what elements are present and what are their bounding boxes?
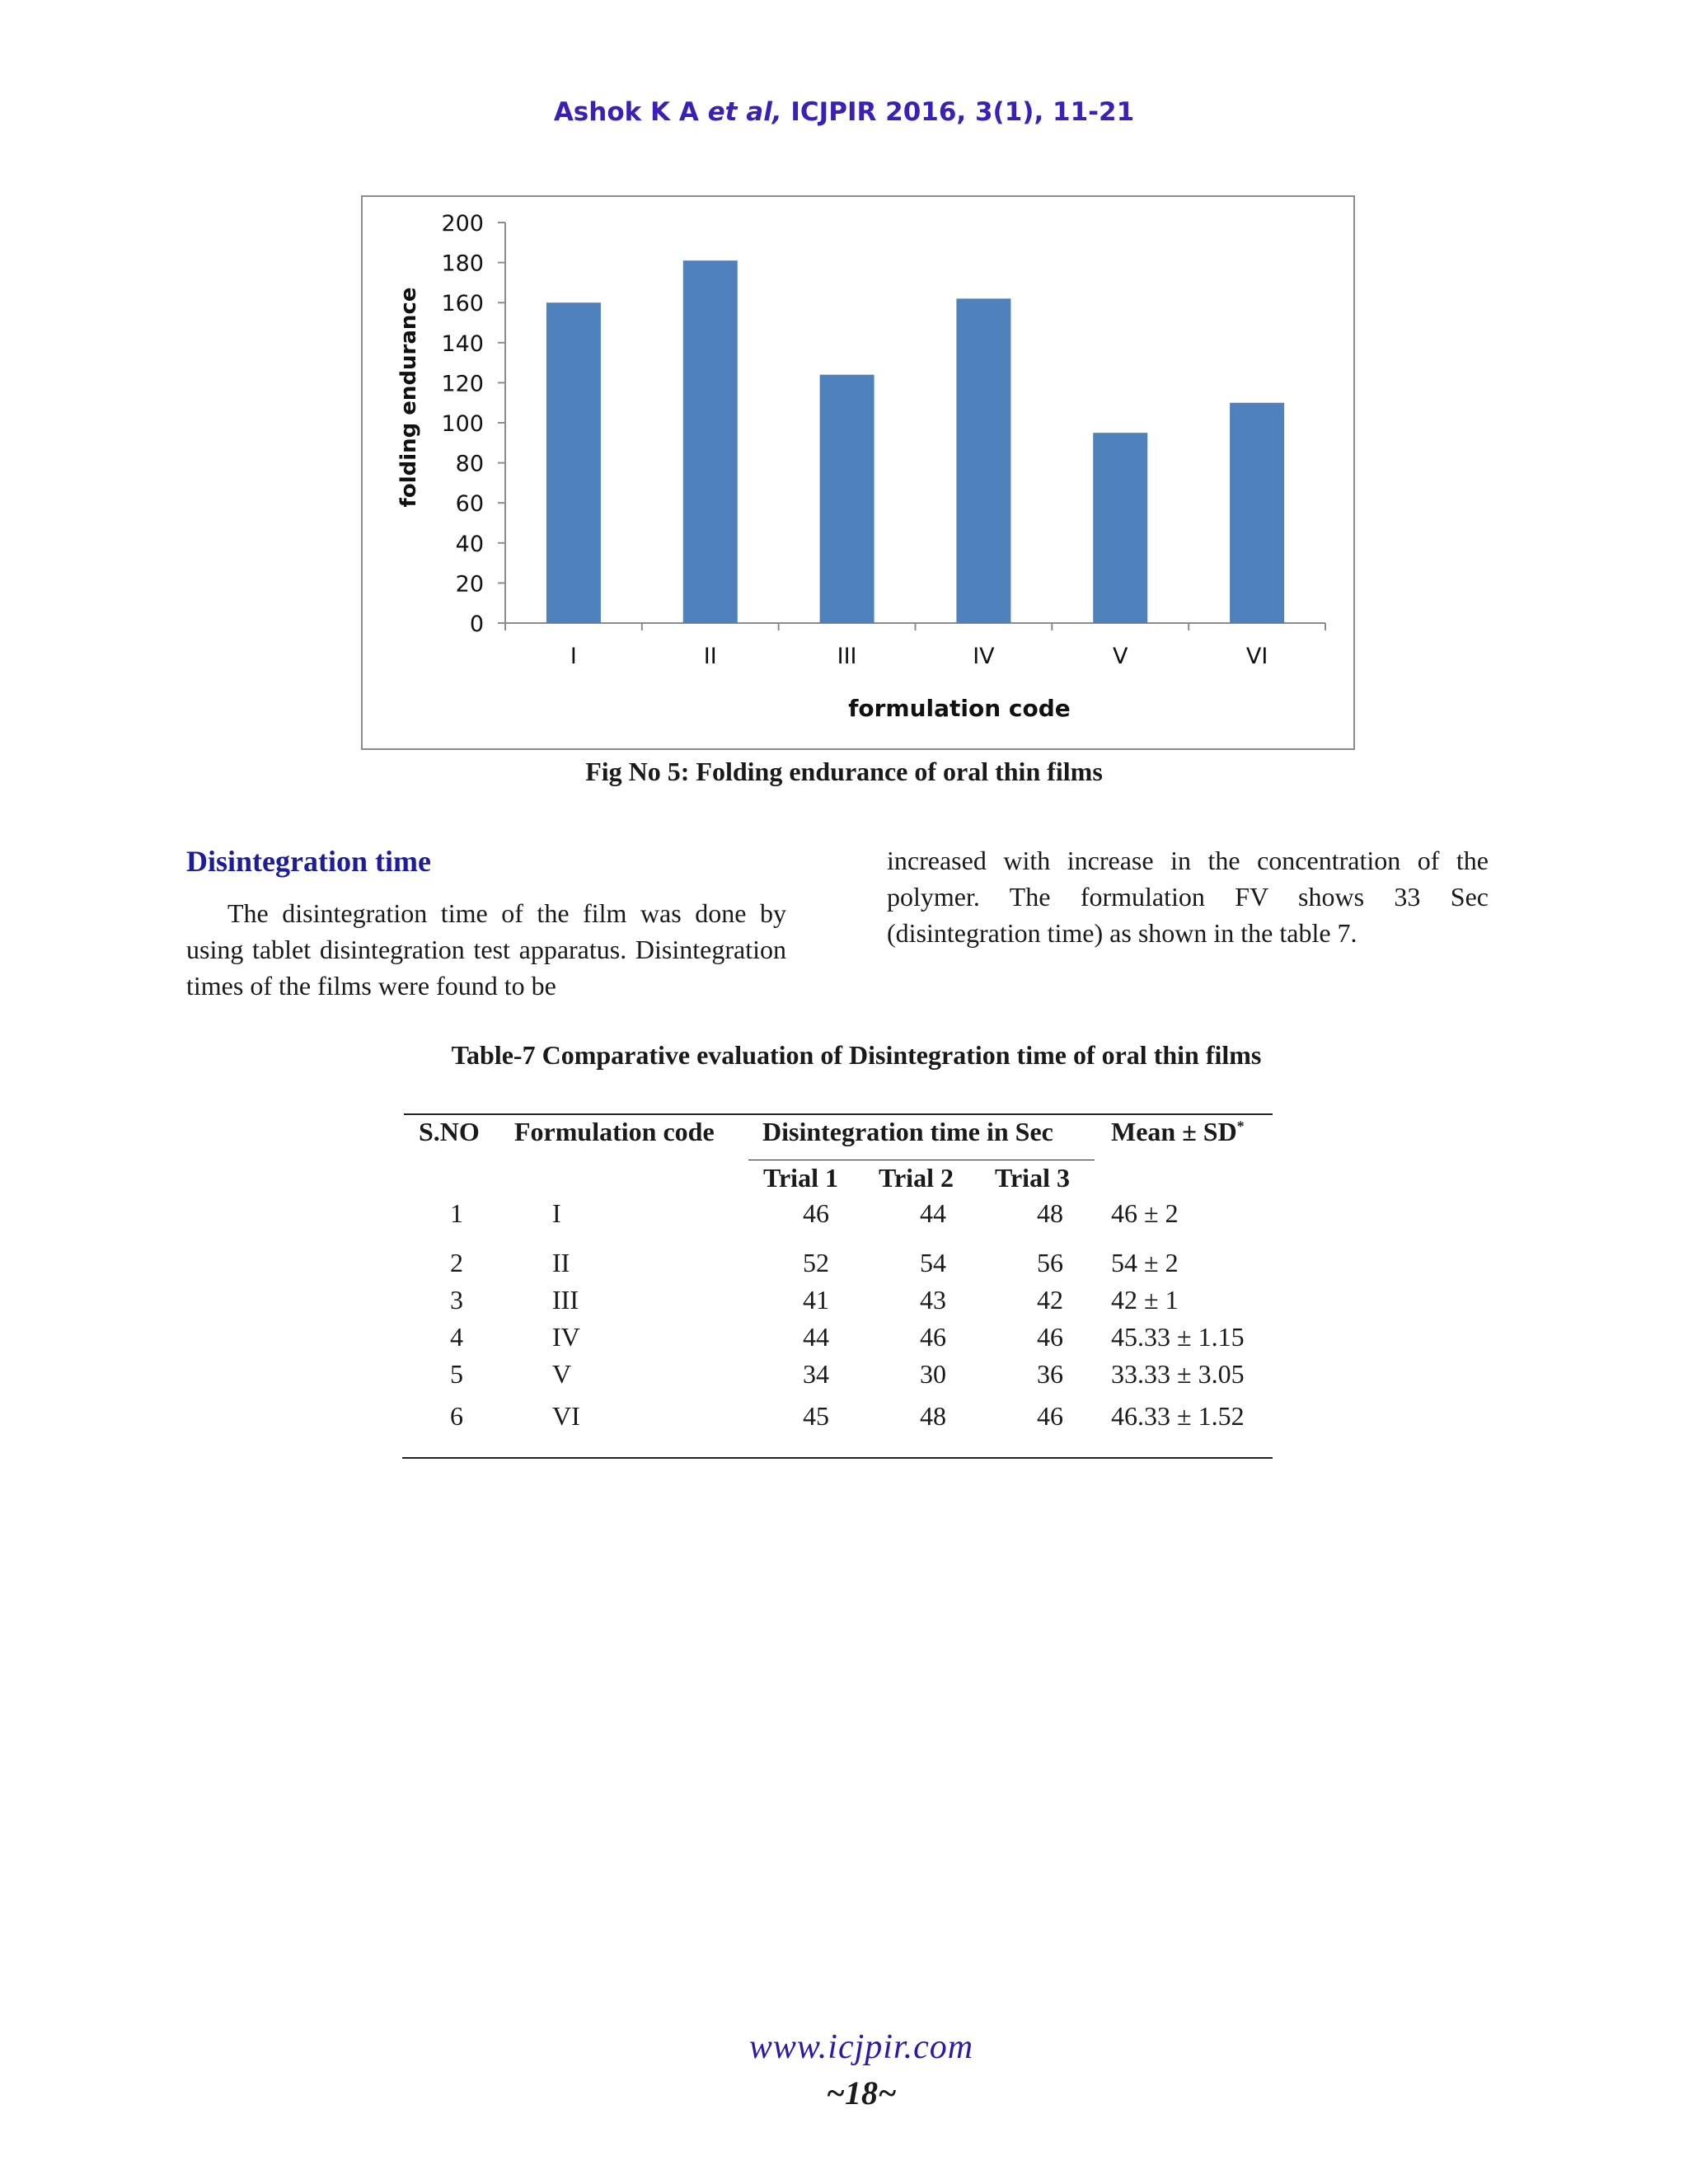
header-formulation-code: Formulation code xyxy=(514,1117,715,1146)
header-trial-2: Trial 2 xyxy=(879,1163,954,1193)
header-disintegration-time: Disintegration time in Sec xyxy=(762,1117,1053,1146)
paragraph-right: increased with increase in the concentration of the polymer. The formulation FV shows 33 Sec (disintegration time) as shown in the table 7. xyxy=(887,846,1489,948)
header-mean-sd-text: Mean ± SD xyxy=(1111,1117,1237,1146)
x-tick-label: VI xyxy=(1245,644,1268,669)
cell-code: VI xyxy=(552,1401,580,1431)
cell-code: I xyxy=(552,1198,561,1228)
page-number: ~18~ xyxy=(826,2074,897,2111)
cell-trial-3: 36 xyxy=(1037,1359,1063,1389)
cell-mean-sd: 45.33 ± 1.15 xyxy=(1111,1322,1245,1352)
cell-code: IV xyxy=(552,1322,580,1352)
cell-code: V xyxy=(552,1359,572,1389)
header-author: Ashok K A xyxy=(553,97,708,127)
running-header xyxy=(0,97,1688,127)
cell-trial-1: 44 xyxy=(803,1322,829,1352)
cell-trial-1: 46 xyxy=(803,1198,829,1228)
cell-trial-2: 44 xyxy=(920,1198,946,1228)
cell-trial-3: 56 xyxy=(1037,1248,1063,1277)
header-trial-1: Trial 1 xyxy=(763,1163,838,1193)
x-tick-label: II xyxy=(703,644,717,669)
y-axis-label: folding endurance xyxy=(396,287,421,508)
bar-I xyxy=(546,302,601,623)
header-sno: S.NO xyxy=(419,1117,480,1146)
x-axis-label: formulation code xyxy=(848,695,1071,722)
cell-trial-2: 43 xyxy=(920,1285,946,1315)
header-mean-sd xyxy=(1111,1117,1245,1147)
cell-trial-3: 42 xyxy=(1037,1285,1063,1315)
cell-mean-sd: 54 ± 2 xyxy=(1111,1248,1179,1277)
cell-trial-3: 46 xyxy=(1037,1401,1063,1431)
y-tick-label: 100 xyxy=(441,411,484,437)
cell-trial-1: 41 xyxy=(803,1285,829,1315)
cell-sno: 5 xyxy=(450,1359,463,1389)
cell-mean-sd: 42 ± 1 xyxy=(1111,1285,1179,1315)
bar-II xyxy=(683,260,738,623)
table-bottom-rule xyxy=(402,1457,1273,1459)
cell-trial-2: 30 xyxy=(920,1359,946,1389)
cell-trial-1: 34 xyxy=(803,1359,829,1389)
y-axis-label-group xyxy=(396,288,421,508)
cell-code: II xyxy=(552,1248,570,1277)
y-tick-label: 20 xyxy=(455,571,484,598)
cell-trial-2: 46 xyxy=(920,1322,946,1352)
footer-url[interactable]: www.icjpir.com xyxy=(748,2028,974,2066)
x-tick-label: III xyxy=(837,644,857,669)
chart-svg xyxy=(363,197,1357,752)
y-tick-label: 180 xyxy=(441,251,484,277)
y-tick-label: 160 xyxy=(441,291,484,317)
y-tick-label: 80 xyxy=(455,451,484,477)
bar-V xyxy=(1093,433,1147,623)
header-trial-3: Trial 3 xyxy=(995,1163,1070,1193)
y-tick-label: 200 xyxy=(441,211,484,237)
cell-code: III xyxy=(552,1285,579,1315)
paragraph-left: The disintegration time of the film was done by using tablet disintegration test apparatus. Disintegration times of the films were found to be xyxy=(186,898,786,1001)
cell-sno: 1 xyxy=(450,1198,463,1228)
cell-sno: 6 xyxy=(450,1401,463,1431)
y-tick-label: 0 xyxy=(469,612,484,637)
cell-trial-2: 48 xyxy=(920,1401,946,1431)
header-etal: et al, xyxy=(707,97,782,127)
section-heading: Disintegration time xyxy=(186,845,431,878)
y-tick-label: 140 xyxy=(441,330,484,357)
y-tick-label: 40 xyxy=(455,531,484,557)
figure-caption: Fig No 5: Folding endurance of oral thin films xyxy=(585,757,1103,786)
bar-III xyxy=(820,375,874,623)
y-tick-label: 120 xyxy=(441,371,484,397)
cell-trial-1: 52 xyxy=(803,1248,829,1277)
cell-sno: 3 xyxy=(450,1285,463,1315)
bar-IV xyxy=(956,298,1010,623)
table-top-rule xyxy=(404,1113,1273,1115)
bar-VI xyxy=(1230,403,1284,623)
cell-trial-3: 48 xyxy=(1037,1198,1063,1228)
cell-trial-3: 46 xyxy=(1037,1322,1063,1352)
header-mean-sd-sup: * xyxy=(1236,1118,1245,1135)
folding-endurance-chart xyxy=(361,195,1355,750)
cell-sno: 4 xyxy=(450,1322,463,1352)
x-tick-label: V xyxy=(1113,644,1128,669)
cell-trial-1: 45 xyxy=(803,1401,829,1431)
x-tick-label: I xyxy=(570,644,577,669)
table-caption: Table-7 Comparative evaluation of Disintegration time of oral thin films xyxy=(451,1040,1262,1070)
y-tick-label: 60 xyxy=(455,491,484,518)
cell-mean-sd: 33.33 ± 3.05 xyxy=(1111,1359,1245,1389)
cell-mean-sd: 46 ± 2 xyxy=(1111,1198,1179,1228)
cell-trial-2: 54 xyxy=(920,1248,946,1277)
x-tick-label: IV xyxy=(973,644,995,669)
cell-mean-sd: 46.33 ± 1.52 xyxy=(1111,1401,1245,1431)
cell-sno: 2 xyxy=(450,1248,463,1277)
header-journal: ICJPIR 2016, 3(1), 11-21 xyxy=(781,97,1135,127)
